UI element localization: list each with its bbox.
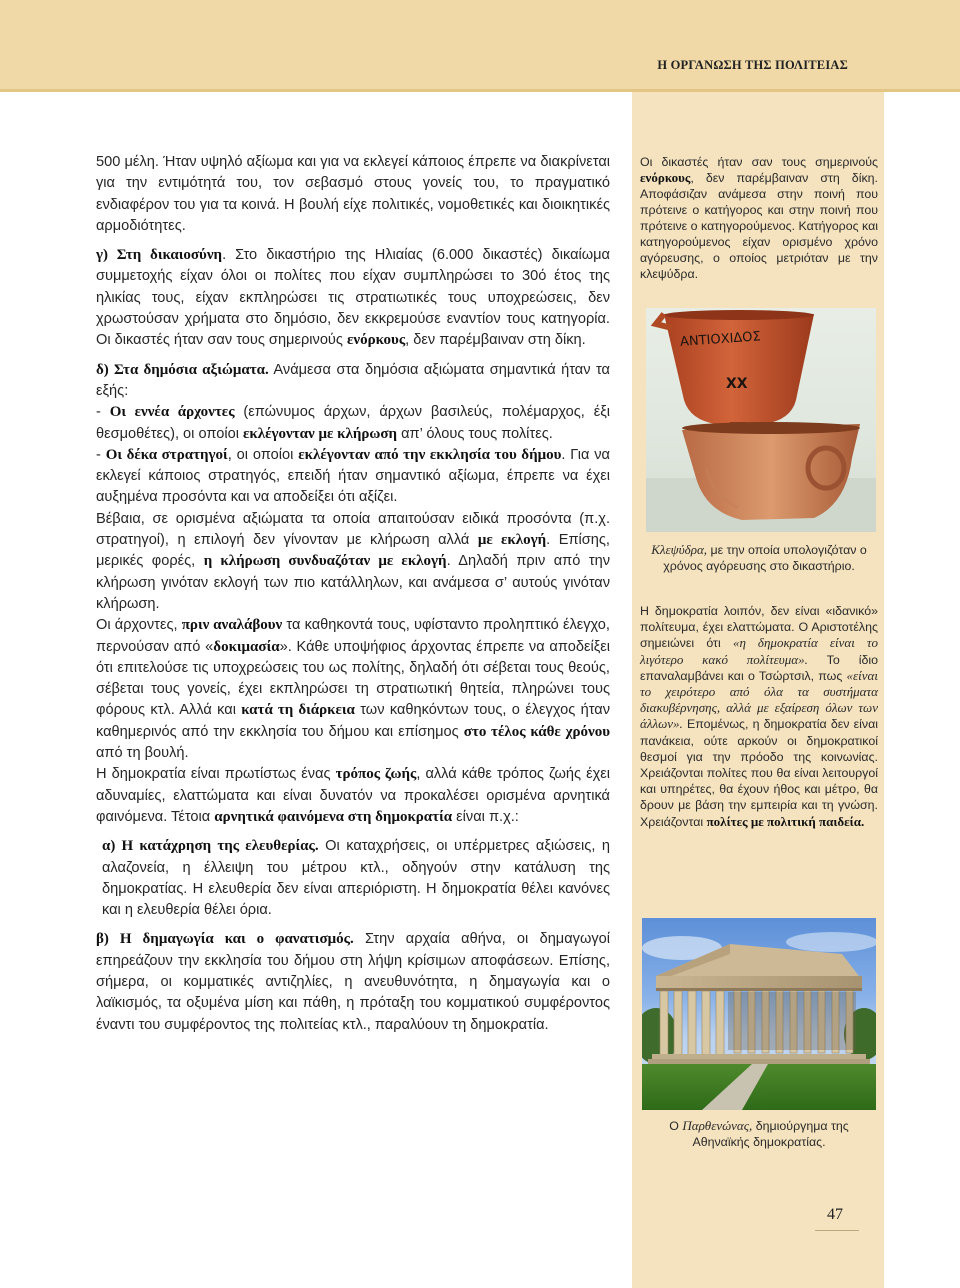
sidebar-note-judges xyxy=(640,154,878,282)
parthenon-illustration xyxy=(642,918,876,1110)
text-span: απ’ όλους τους πολίτες. xyxy=(397,425,553,442)
text-span: Στην αρχαία αθήνα, οι δημαγωγοί επηρεάζουν την εκκλησία του δήμου στη λήψη κρίσιμων αποφάσεων. Επίσης, σήμερα, οι κομματικές αντιζηλίες, η ανευθυνότητα, η δημαγωγία και ο λαϊκισμός, τα οξυμένα μίση και πάθη, η πρόταξη του κομματικού συμφέροντος έναντι του συμφέροντος της πολιτείας κτλ., παραλύουν τη δημοκρατία. xyxy=(96,931,610,1033)
text-span: Η δημοκρατία είναι πρωτίστως ένας xyxy=(96,766,336,783)
header-band xyxy=(0,0,960,92)
paragraph-election xyxy=(96,509,610,615)
text-span: Το ίδιο επαναλαμβάνει και ο Τσώρτσιλ, πως xyxy=(640,652,878,683)
text-span: Οι καταχρήσεις, οι υπέρμετρες αξιώσεις, η αλαζονεία, η έλλειψη του μέτρου κτλ., οδηγούν στην κατάλυση της δημοκρατίας. Η ελευθερία δεν είναι απεριόριστη. Η δημοκρατία θέλει κανόνες και η ελευθερία θέλει όρια. xyxy=(102,838,610,919)
margin-strip xyxy=(884,92,960,1288)
dash: - xyxy=(96,404,110,421)
sidebar-democracy-text xyxy=(640,603,878,830)
bold-term: ενόρκους xyxy=(347,332,406,349)
paragraph-generals xyxy=(96,445,610,509)
text-span: τα καθηκοντά τους, υφίσταντο προληπτικό έλεγχο, περνούσαν από « xyxy=(96,617,610,655)
klepsydra-illustration xyxy=(646,308,876,532)
text-span: Επομένως, η δημοκρατία δεν είναι πανάκεια, ούτε αρκούν οι δημοκρατικοί θεσμοί για την πρόοδο της κοινωνίας. Χρειάζονται πολίτες που θα είναι λειτουργοί και υπηρέτες, θα έχουν ήθος και μέτρο, θα δρουν με βάση την εμπειρία και τη γνώση. Χρειάζονται xyxy=(640,717,878,829)
bold-term: ενόρκους xyxy=(640,170,691,185)
quote-aristotle: «η δημοκρατία είναι το λιγότερο κακό πολίτευμα». xyxy=(640,635,879,667)
caption-klepsydra xyxy=(640,542,878,574)
parthenon-photo xyxy=(642,918,876,1110)
bold-term: στο τέλος κάθε χρόνου xyxy=(463,723,611,740)
text-span: δημιούργημα της Αθηναϊκής δημοκρατίας. xyxy=(692,1119,849,1149)
text-span: . Δηλαδή πριν από την κλήρωση γινόταν εκλογή των πιο κατάλληλων, και ανάμεσα σ’ αυτούς γινόταν κλήρωση. xyxy=(96,553,610,612)
text-span: είναι π.χ.: xyxy=(452,808,519,825)
vase-marks: ΧΧ xyxy=(726,376,748,392)
paragraph-way-of-life xyxy=(96,764,610,828)
paragraph-demagogy xyxy=(96,929,610,1035)
text-span: . Για να εκλεγεί κάποιος στρατηγός, επειδή ήταν σημαντικό αξίωμα, έπρεπε να έχει αυξημένα προσόντα και να αποδείξει ότι αξίζει. xyxy=(96,446,610,506)
bold-term: εκλέγονταν από την εκκλησία του δήμου xyxy=(298,446,562,463)
page-number: 47 xyxy=(827,1206,843,1223)
heading-demagogy: β) Η δημαγωγία και ο φανατισμός. xyxy=(96,931,354,948)
text-span: Ανάμεσα στα δημόσια αξιώματα σημαντικά ήταν τα εξής: xyxy=(96,361,610,399)
bold-term: η κλήρωση συνδυαζόταν με εκλογή xyxy=(203,553,447,570)
paragraph-dokimasia xyxy=(96,615,610,764)
bold-term: Οι δέκα στρατηγοί xyxy=(105,446,228,463)
text-span: από τη βουλή. xyxy=(96,745,189,762)
bold-term: δοκιμασία xyxy=(213,638,280,655)
bold-term: πριν αναλάβουν xyxy=(181,617,283,634)
text-span: 500 μέλη. Ήταν υψηλό αξίωμα και για να εκλεγεί κάποιος έπρεπε να διακρίνεται για την εντιμότητά του, τον σεβασμό στους γονείς του, το πραγματικό ενδιαφέρον του για τα κοινά. Η βουλή είχε πολιτικές, νομοθετικές και διοικητικές αρμοδιότητες. xyxy=(96,154,610,234)
caption-italic: Κλεψύδρα, xyxy=(651,542,708,557)
paragraph-offices xyxy=(96,360,610,403)
caption-italic: Παρθενώνας, xyxy=(682,1118,753,1133)
text-span: . Στο δικαστήριο της Ηλιαίας (6.000 δικαστές) δικαίωμα συμμετοχής είχαν όλοι οι πολίτες που είχαν συμπληρώσει το 30ό έτος της ηλικίας τους, είχαν εκπληρώσει τις στρατιωτικές τους υποχρεώσεις, δεν χρωστούσαν χρήματα στο δημόσιο, δεν εκκρεμούσε εναντίον τους κατηγορία. Οι δικαστές ήταν σαν τους σημερινούς xyxy=(96,247,610,349)
bold-term: τρόπος ζωής xyxy=(335,766,417,783)
paragraph-boule xyxy=(96,152,610,237)
vase-inscription: ΑΝΤΙΟΧΙΔΟΣ xyxy=(679,329,762,350)
text-span: (επώνυμος άρχων, άρχων βασιλεύς, πολέμαρχος, έξι θεσμοθέτες), οι οποίοι xyxy=(96,404,610,442)
bold-term: πολίτες με πολιτική παιδεία. xyxy=(706,813,865,829)
bold-term: εκλέγονταν με κλήρωση xyxy=(243,425,398,442)
text-span: Βέβαια, σε ορισμένα αξιώματα τα οποία απαιτούσαν ειδικά προσόντα (π.χ. στρατηγοί), η επιλογή δεν γίνονταν με κλήρωση αλλά xyxy=(96,510,610,549)
heading-freedom-abuse: α) Η κατάχρηση της ελευθερίας. xyxy=(102,838,319,855)
text-span: Η δημοκρατία λοιπόν, δεν είναι «ιδανικό» πολίτευμα, έχει ελαττώματα. Ο Αριστοτέλης σημειώνει ότι xyxy=(640,604,878,651)
bold-term: αρνητικά φαινόμενα στη δημοκρατία xyxy=(214,808,453,825)
bold-term: με εκλογή xyxy=(477,532,547,549)
text-span: με την οποία υπολογιζόταν ο χρόνος αγόρευσης στο δικαστήριο. xyxy=(663,543,867,573)
text-span: Οι άρχοντες, xyxy=(96,617,182,634)
heading-offices: δ) Στα δημόσια αξιώματα. xyxy=(96,361,269,378)
paragraph-justice xyxy=(96,245,610,351)
text-span: ». Κάθε υποψήφιος άρχοντας έπρεπε να αποδείξει ότι επιτελούσε τις υποχρεώσεις του ως πολίτης, δηλαδή ότι σέβεται τους θεούς, σέβεται τους γονείς, έχει εκπληρώσει τη στρατιωτική θητεία, πληρώνει τους φόρους κτλ. Αλλά και xyxy=(96,638,610,719)
bold-term: Οι εννέα άρχοντες xyxy=(109,404,235,421)
caption-parthenon xyxy=(640,1118,878,1150)
text-span: , δεν παρέμβαιναν στη δίκη. xyxy=(405,332,586,349)
text-span: Οι δικαστές ήταν σαν τους σημερινούς xyxy=(640,155,878,169)
text-span: των καθηκόντων τους, ο έλεγχος ήταν καθημερινός από την εκκλησία του δήμου και επίσημος xyxy=(96,702,610,740)
text-span: , αλλά κάθε τρόπος ζωής έχει αδυναμίες, ελαττώματα και είναι δυνατόν να προκαλέσει ορισμένα αρνητικά φαινόμενα. Τέτοια xyxy=(96,766,610,825)
text-span: , οι οποίοι xyxy=(227,446,299,463)
page-number-rule xyxy=(815,1230,859,1231)
dash: - xyxy=(96,446,106,463)
quote-churchill: «είναι το χειρότερο από όλα τα συστήματα διακυβέρνησης, αλλά με εξαίρεση όλων των άλλων». xyxy=(640,667,878,732)
heading-justice: γ) Στη δικαιοσύνη xyxy=(96,247,223,264)
klepsydra-photo xyxy=(646,308,876,532)
text-span: , δεν παρέμβαιναν στη δίκη. Αποφάσιζαν ανάμεσα στην ποινή που πρότεινε ο κατήγορος και στην ποινή που πρότεινε ο κατηγορούμενος. Κατήγορος και κατηγορούμενος είχαν ορισμένο χρόνο αγόρευσης, ο οποίος μετριόταν με την κλεψύδρα. xyxy=(640,171,878,281)
paragraph-archons xyxy=(96,402,610,445)
paragraph-freedom-abuse xyxy=(96,836,610,921)
main-text-column xyxy=(96,152,610,1036)
text-span: . Επίσης, μερικές φορές, xyxy=(96,532,610,570)
text-span: Ο xyxy=(669,1119,683,1133)
running-title: Η ΟΡΓΑΝΩΣΗ ΤΗΣ ΠΟΛΙΤΕΙΑΣ xyxy=(657,58,848,72)
bold-term: κατά τη διάρκεια xyxy=(241,702,355,719)
